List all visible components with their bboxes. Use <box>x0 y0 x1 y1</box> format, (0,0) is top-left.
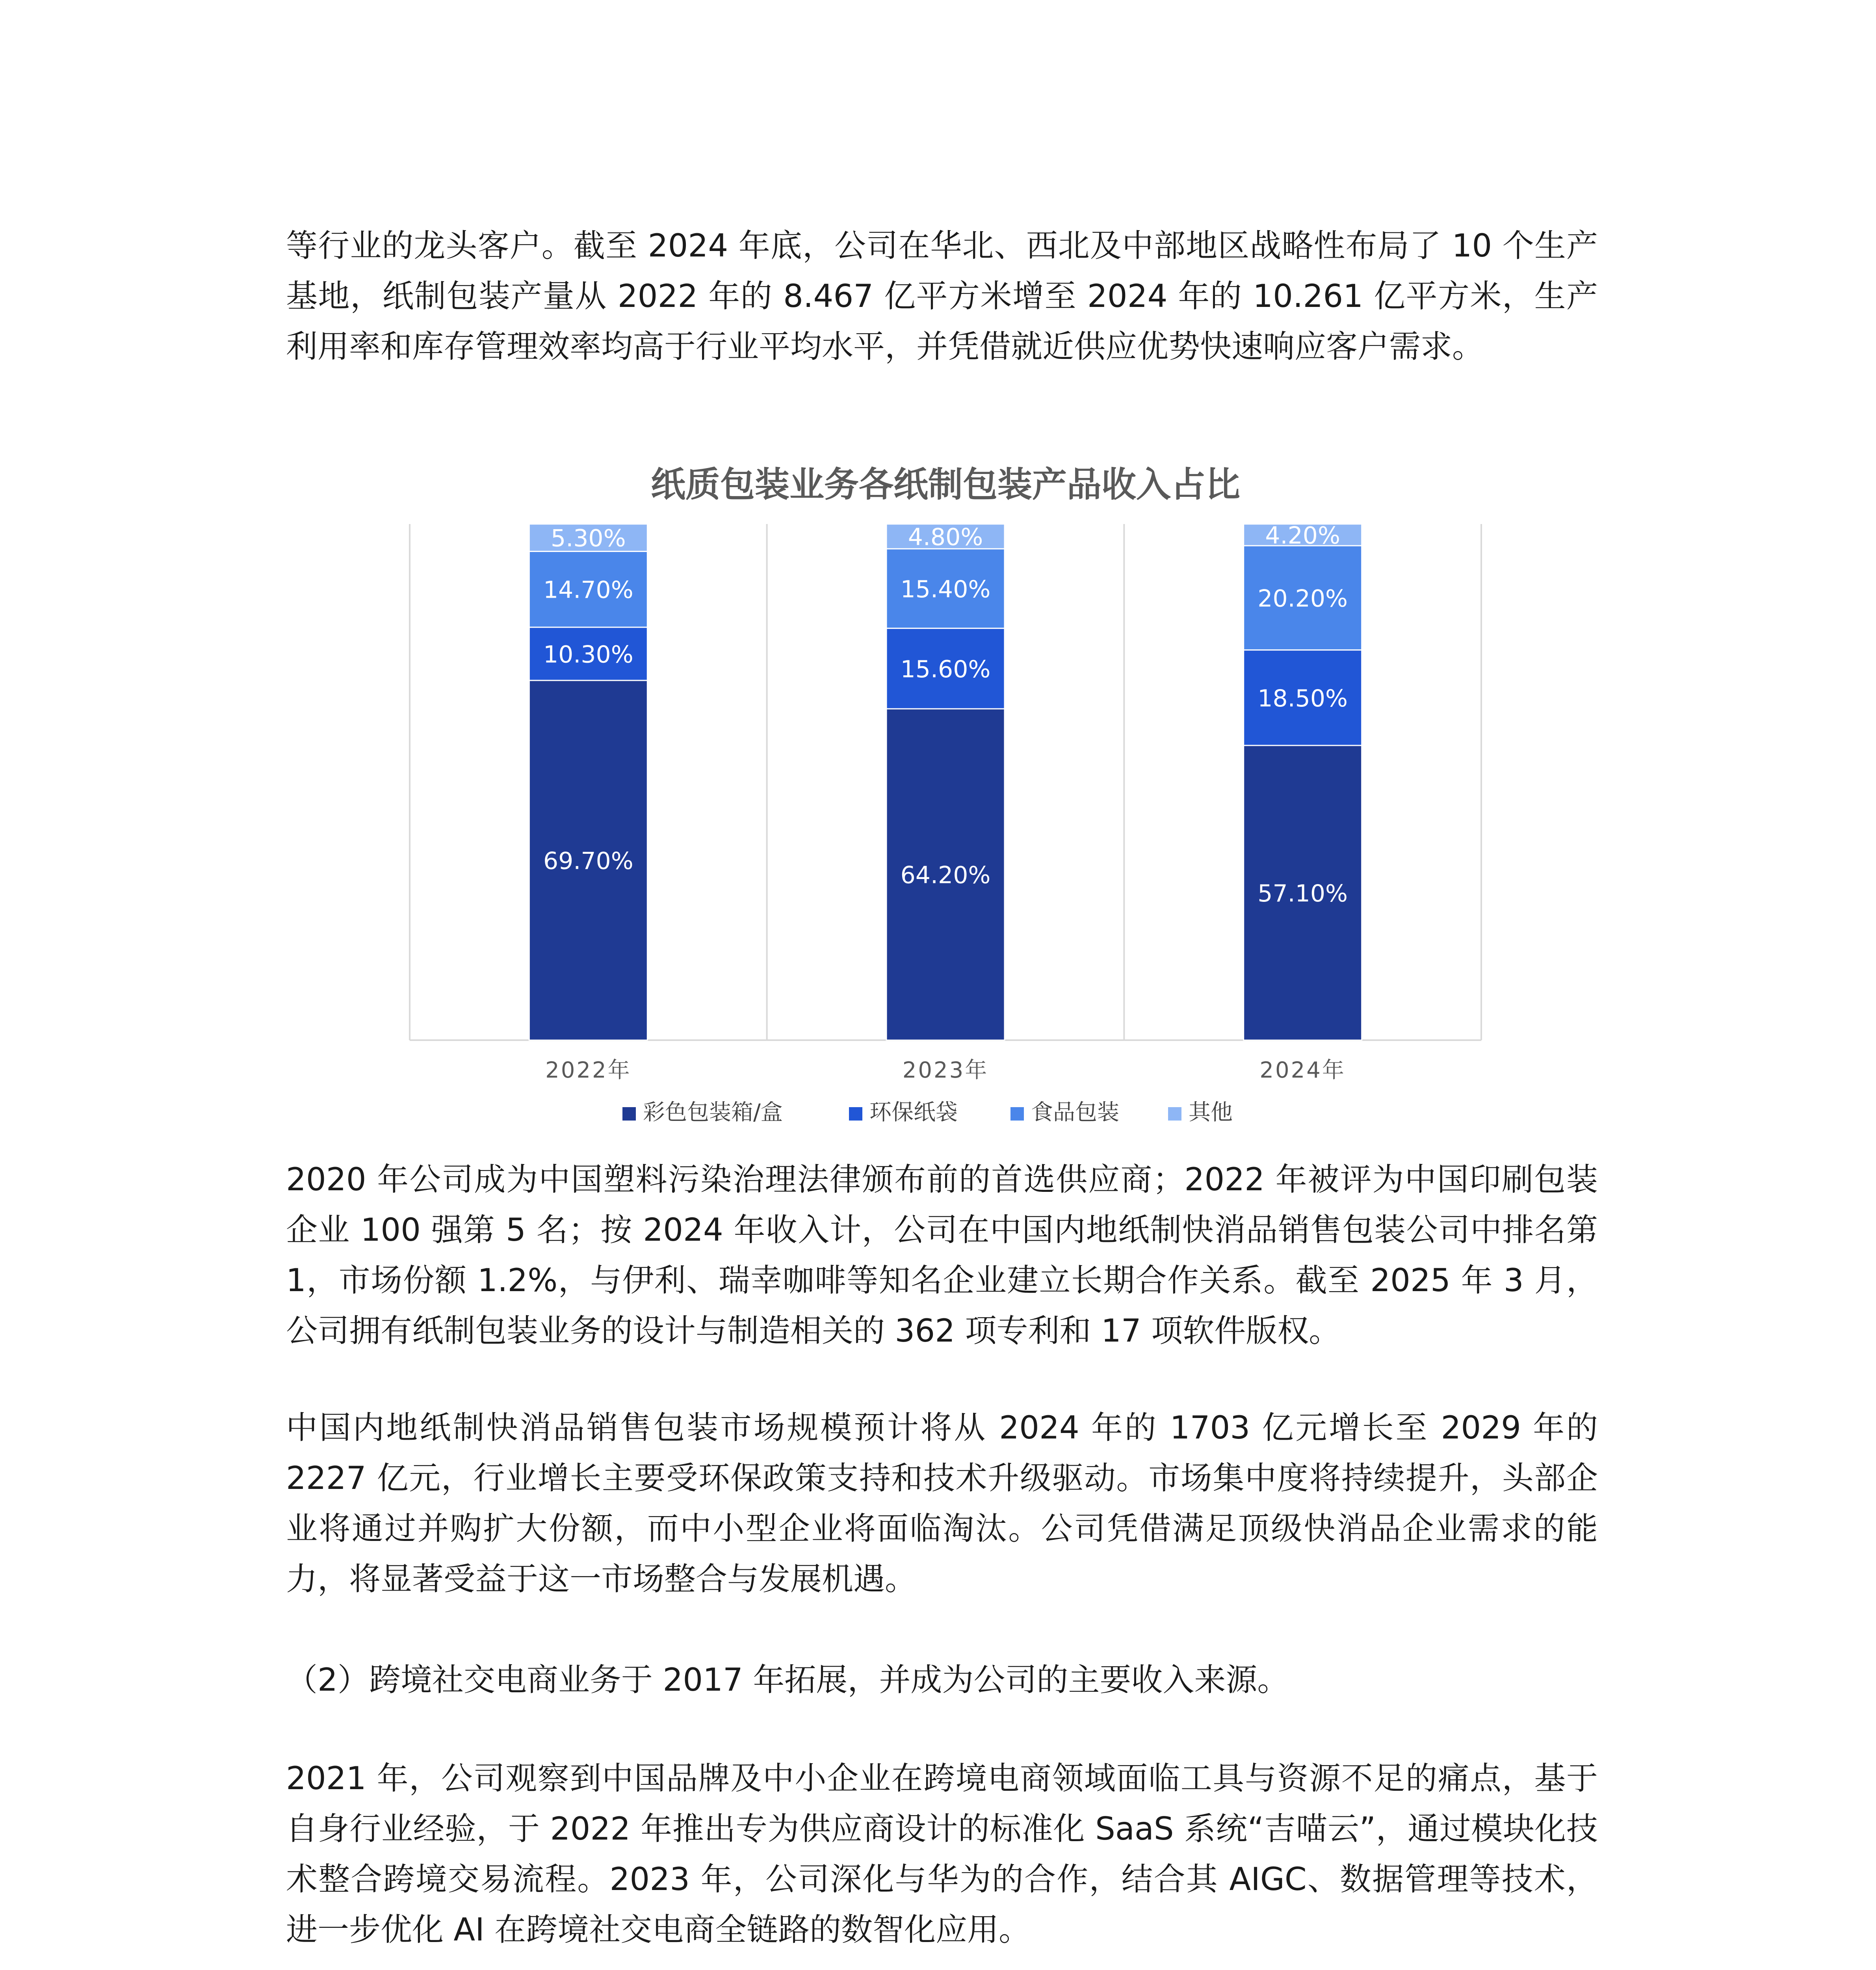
x-tick-label: 2024年 <box>1259 1057 1346 1083</box>
section-heading-cross-border: （2）跨境社交电商业务于 2017 年拓展，并成为公司的主要收入来源。 <box>286 1661 1289 1698</box>
data-label: 4.20% <box>1265 522 1340 550</box>
x-tick-label: 2023年 <box>902 1057 989 1083</box>
legend-swatch <box>1010 1107 1024 1121</box>
chart-bars <box>529 522 1361 1040</box>
legend-label: 彩色包装箱/盒 <box>643 1100 783 1125</box>
legend-swatch <box>622 1107 636 1121</box>
data-label: 18.50% <box>1257 684 1348 712</box>
data-label: 69.70% <box>543 847 633 875</box>
legend-label: 食品包装 <box>1031 1100 1119 1125</box>
data-label: 20.20% <box>1257 585 1348 613</box>
chart-legend <box>622 1100 1233 1125</box>
legend-label: 其他 <box>1189 1100 1233 1125</box>
paragraph-saas-system: 2021 年，公司观察到中国品牌及中小企业在跨境电商领域面临工具与资源不足的痛点，基于自身行业经验，于 2022 年推出专为供应商设计的标准化 SaaS 系统“吉喵云”，通过模块化技术整合跨境交易流程。2023 年，公司深化与华为的合作，结合其 AIGC、数据管理等技术，进一步优化 AI 在跨境社交电商全链路的数智化应用。 <box>286 1760 1598 1948</box>
data-label: 15.60% <box>900 655 991 683</box>
data-label: 10.30% <box>543 641 633 669</box>
chart-x-axis <box>545 1057 1346 1083</box>
chart-title: 纸质包装业务各纸制包装产品收入占比 <box>650 464 1241 505</box>
data-label: 4.80% <box>908 523 983 551</box>
legend-swatch <box>1168 1107 1181 1121</box>
x-tick-label: 2022年 <box>545 1057 632 1083</box>
data-label: 57.10% <box>1257 879 1348 907</box>
data-label: 15.40% <box>900 575 991 603</box>
paragraph-company-ranking: 2020 年公司成为中国塑料污染治理法律颁布前的首选供应商；2022 年被评为中国印刷包装企业 100 强第 5 名；按 2024 年收入计，公司在中国内地纸制快消品销售包装公司中排名第 1，市场份额 1.2%，与伊利、瑞幸咖啡等知名企业建立长期合作关系。截至 2025 年 3 月，公司拥有纸制包装业务的设计与制造相关的 362 项专利和 17 项软件版权。 <box>286 1161 1598 1349</box>
paragraph-market-outlook: 中国内地纸制快消品销售包装市场规模预计将从 2024 年的 1703 亿元增长至 2029 年的 2227 亿元，行业增长主要受环保政策支持和技术升级驱动。市场集中度将持续提升，头部企业将通过并购扩大份额，而中小型企业将面临淘汰。公司凭借满足顶级快消品企业需求的能力，将显著受益于这一市场整合与发展机遇。 <box>286 1409 1598 1597</box>
paragraph-production-bases: 等行业的龙头客户。截至 2024 年底，公司在华北、西北及中部地区战略性布局了 10 个生产基地，纸制包装产量从 2022 年的 8.467 亿平方米增至 2024 年的 10.261 亿平方米，生产利用率和库存管理效率均高于行业平均水平，并凭借就近供应优势快速响应客户需求。 <box>286 227 1598 365</box>
revenue-share-chart <box>394 445 1497 1147</box>
data-label: 64.20% <box>900 861 991 889</box>
legend-swatch <box>849 1107 862 1121</box>
data-label: 5.30% <box>551 524 626 552</box>
data-label: 14.70% <box>543 576 633 604</box>
legend-label: 环保纸袋 <box>869 1100 958 1125</box>
